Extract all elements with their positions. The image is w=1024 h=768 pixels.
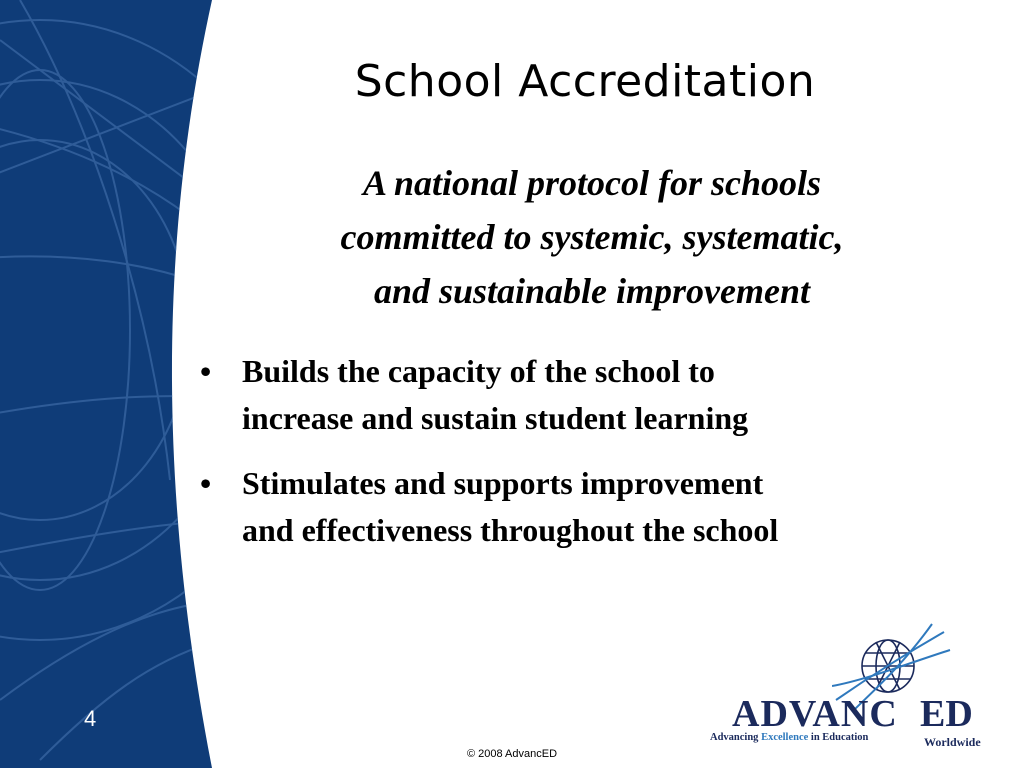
logo-name-ed: ED bbox=[920, 693, 973, 735]
bullet-list bbox=[198, 348, 938, 572]
bullet-marker: • bbox=[200, 465, 212, 501]
logo-worldwide: Worldwide bbox=[924, 735, 981, 749]
subtitle-line: committed to systemic, systematic, bbox=[340, 217, 844, 257]
subtitle-line: A national protocol for schools bbox=[362, 163, 822, 203]
bullet-line: increase and sustain student learning bbox=[242, 400, 749, 436]
logo-tagline-start: Advancing bbox=[710, 732, 762, 743]
slide-title: School Accreditation bbox=[354, 56, 816, 107]
logo-tagline-accent: Excellence bbox=[761, 732, 809, 743]
subtitle-line: and sustainable improvement bbox=[373, 271, 811, 311]
slide-subtitle bbox=[232, 156, 952, 318]
bullet-line: Stimulates and supports improvement bbox=[242, 465, 764, 501]
bullet-line: and effectiveness throughout the school bbox=[242, 512, 779, 548]
bullet-marker: • bbox=[200, 353, 212, 389]
bullet-item bbox=[198, 348, 938, 442]
slide-number: 4 bbox=[84, 706, 97, 731]
bullet-line: Builds the capacity of the school to bbox=[242, 353, 715, 389]
logo-tagline-end: in Education bbox=[808, 732, 869, 743]
advanced-logo bbox=[702, 622, 1012, 754]
logo-tagline bbox=[710, 732, 868, 743]
copyright-notice: © 2008 AdvancED bbox=[466, 748, 558, 760]
bullet-item bbox=[198, 460, 938, 554]
logo-name-main: ADVANC bbox=[732, 693, 898, 735]
